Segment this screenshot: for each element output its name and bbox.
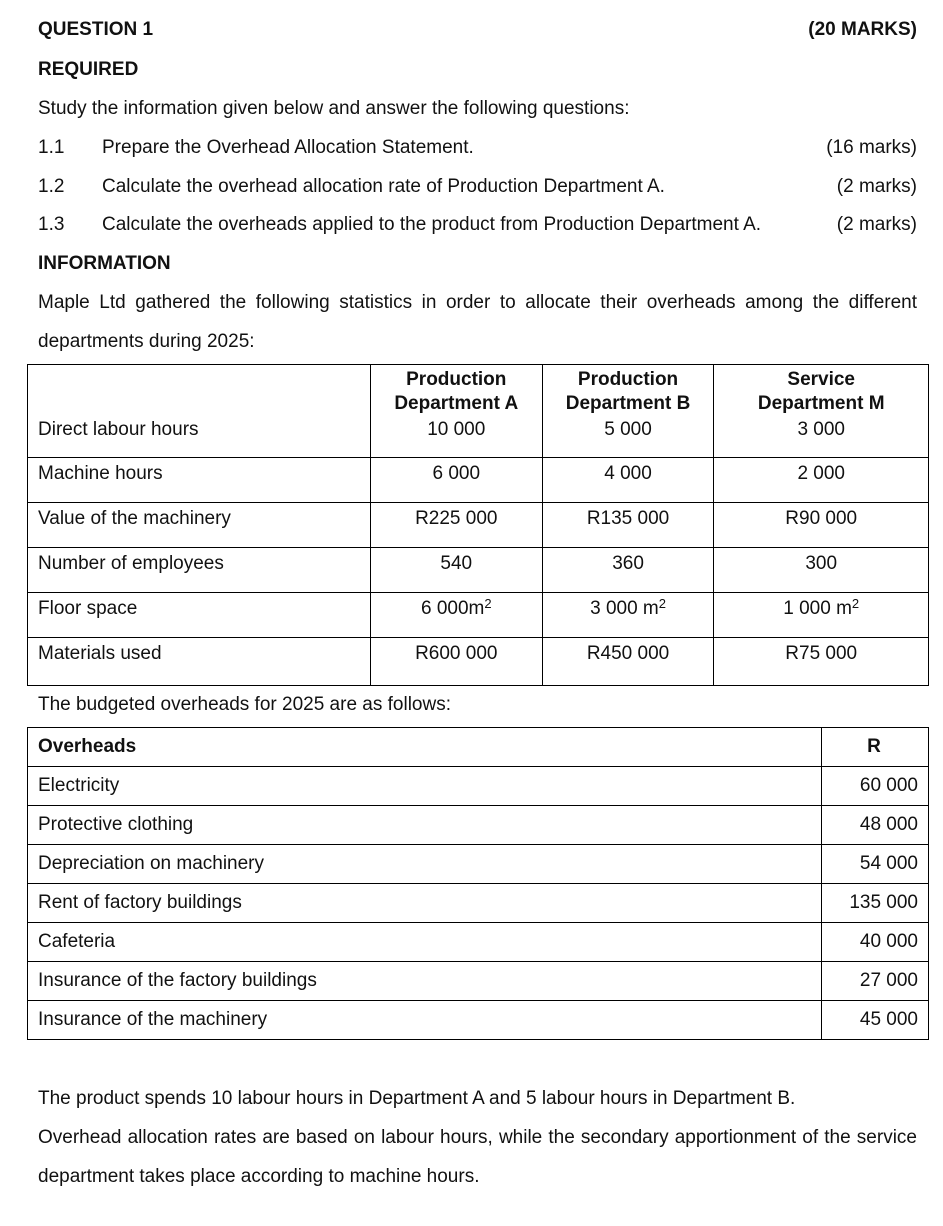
cell-dept-b: 4 000	[542, 458, 714, 503]
cell-dept-m	[714, 593, 929, 638]
question-text: Calculate the overhead allocation rate of Production Department A.	[102, 176, 665, 197]
information-intro-line1: Maple Ltd gathered the following statistics in order to allocate their overheads among the different	[38, 292, 917, 313]
table-row	[28, 638, 929, 686]
row-label: Machine hours	[28, 458, 371, 503]
cell-dept-b: R135 000	[542, 503, 714, 548]
cell-dept-b	[542, 593, 714, 638]
overhead-name: Insurance of the machinery	[28, 1001, 822, 1040]
overhead-name: Cafeteria	[28, 923, 822, 962]
table-row	[28, 458, 929, 503]
question-number: 1.1	[38, 137, 65, 158]
overhead-value: 40 000	[822, 923, 929, 962]
table-row	[28, 884, 929, 923]
question-item	[38, 175, 917, 199]
question-item-marks: (2 marks)	[836, 176, 917, 197]
table-row	[28, 503, 929, 548]
overhead-value: 48 000	[822, 806, 929, 845]
cell-dept-a: 540	[370, 548, 542, 593]
overheads-table	[27, 727, 929, 1040]
table-row	[28, 806, 929, 845]
cell-dept-b: R450 000	[542, 638, 714, 686]
header-dept-m	[714, 365, 929, 417]
table-row	[28, 593, 929, 638]
cell-dept-b: 360	[542, 548, 714, 593]
cell-dept-m: R90 000	[714, 503, 929, 548]
question-number: 1.2	[38, 176, 65, 197]
currency-header: R	[822, 728, 929, 767]
table-row	[28, 767, 929, 806]
table-row	[28, 845, 929, 884]
overhead-name: Electricity	[28, 767, 822, 806]
table-row	[28, 548, 929, 593]
table-row	[28, 962, 929, 1001]
cell-dept-m: R75 000	[714, 638, 929, 686]
table-header-row	[28, 728, 929, 767]
overhead-name: Protective clothing	[28, 806, 822, 845]
row-label: Materials used	[28, 638, 371, 686]
cell-value: 1 000 m	[783, 598, 852, 619]
question-text: Calculate the overheads applied to the product from Production Department A.	[102, 214, 762, 235]
footer-line3: department takes place according to machine hours.	[38, 1166, 480, 1187]
superscript: 2	[851, 596, 860, 611]
header-line: Service	[787, 369, 856, 390]
cell-value: 6 000m	[420, 598, 485, 619]
question-marks: (20 MARKS)	[808, 19, 917, 40]
footer-line2: Overhead allocation rates are based on labour hours, while the secondary apportionment of the service	[38, 1127, 917, 1148]
overhead-name: Rent of factory buildings	[28, 884, 822, 923]
question-text: Prepare the Overhead Allocation Statement.	[102, 137, 474, 158]
cell-dept-m: 3 000	[714, 416, 929, 458]
information-heading: INFORMATION	[38, 253, 171, 274]
question-item-marks: (2 marks)	[836, 214, 917, 235]
header-line: Department A	[394, 393, 519, 414]
footer-line1: The product spends 10 labour hours in Department A and 5 labour hours in Department B.	[38, 1088, 796, 1109]
cell-dept-b: 5 000	[542, 416, 714, 458]
overhead-value: 60 000	[822, 767, 929, 806]
superscript: 2	[658, 596, 666, 611]
cell-value: 3 000 m	[590, 598, 659, 619]
cell-dept-a: R600 000	[370, 638, 542, 686]
overheads-intro: The budgeted overheads for 2025 are as follows:	[38, 694, 451, 715]
overhead-value: 54 000	[822, 845, 929, 884]
header-line: Department M	[757, 393, 885, 414]
cell-dept-a: 10 000	[370, 416, 542, 458]
cell-dept-m: 300	[714, 548, 929, 593]
row-label: Floor space	[28, 593, 371, 638]
overhead-name: Depreciation on machinery	[28, 845, 822, 884]
overheads-header: Overheads	[28, 728, 822, 767]
superscript: 2	[484, 596, 492, 611]
overhead-value: 27 000	[822, 962, 929, 1001]
cell-dept-a	[370, 593, 542, 638]
header-line: Department B	[565, 393, 691, 414]
information-intro-line2: departments during 2025:	[38, 331, 255, 352]
cell-dept-m: 2 000	[714, 458, 929, 503]
statistics-table	[27, 364, 929, 686]
overhead-value: 45 000	[822, 1001, 929, 1040]
question-item	[38, 136, 917, 160]
overhead-name: Insurance of the factory buildings	[28, 962, 822, 1001]
header-line: Production	[406, 369, 507, 390]
header-blank-cell	[28, 365, 371, 417]
required-heading: REQUIRED	[38, 59, 139, 80]
table-row	[28, 416, 929, 458]
instruction-text: Study the information given below and answer the following questions:	[38, 98, 630, 119]
table-row	[28, 923, 929, 962]
question-item-marks: (16 marks)	[826, 137, 917, 158]
question-heading	[38, 18, 917, 42]
cell-dept-a: 6 000	[370, 458, 542, 503]
row-label: Direct labour hours	[28, 416, 371, 458]
overhead-value: 135 000	[822, 884, 929, 923]
row-label: Value of the machinery	[28, 503, 371, 548]
question-title: QUESTION 1	[38, 19, 154, 40]
question-number: 1.3	[38, 214, 65, 235]
header-line: Production	[577, 369, 679, 390]
table-row	[28, 1001, 929, 1040]
cell-dept-a: R225 000	[370, 503, 542, 548]
question-item	[38, 213, 917, 237]
header-dept-a	[370, 365, 542, 417]
table-header-row	[28, 365, 929, 417]
row-label: Number of employees	[28, 548, 371, 593]
header-dept-b	[542, 365, 714, 417]
